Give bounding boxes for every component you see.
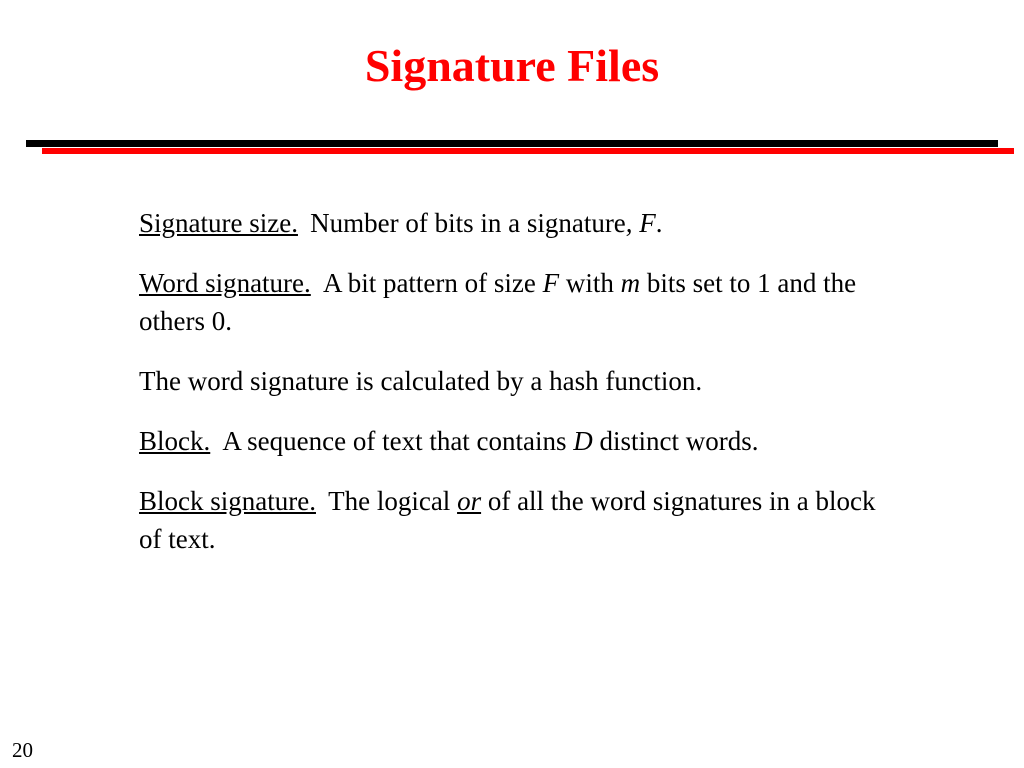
- variable-f: F: [639, 208, 656, 238]
- definition-signature-size: [139, 204, 899, 242]
- variable-d: D: [573, 426, 593, 456]
- definition-text: of all the word signatures in a block of text.: [139, 486, 876, 554]
- definition-text: ,: [625, 208, 633, 238]
- term-word-signature: Word signature.: [139, 268, 311, 298]
- definition-text: The logical: [328, 486, 458, 516]
- definition-text: bits set to 1 and the others 0.: [139, 268, 857, 336]
- definition-text: A sequence of text that contains: [222, 426, 574, 456]
- term-signature-size: Signature size.: [139, 208, 298, 238]
- definition-text: distinct words.: [592, 426, 759, 456]
- page-number: 20: [12, 738, 33, 762]
- definition-block-signature: [139, 482, 884, 558]
- term-block-signature: Block signature.: [139, 486, 316, 516]
- emphasis-or: or: [457, 486, 482, 516]
- definition-text: A bit pattern of size: [322, 268, 543, 298]
- title-divider-red: [42, 148, 1014, 154]
- definition-text: with: [559, 268, 621, 298]
- definition-word-signature: [139, 264, 884, 340]
- definition-block: [139, 422, 884, 460]
- variable-f: F: [542, 268, 560, 298]
- slide-body: [139, 204, 899, 580]
- definition-text: .: [655, 208, 663, 238]
- definition-text: Number of bits in a signature: [310, 208, 626, 238]
- term-block: Block.: [139, 426, 211, 456]
- variable-m: m: [620, 268, 641, 298]
- title-divider-black: [26, 140, 998, 147]
- slide-title: Signature Files: [364, 40, 660, 91]
- statement-hash-function: The word signature is calculated by a hash function.: [139, 366, 703, 396]
